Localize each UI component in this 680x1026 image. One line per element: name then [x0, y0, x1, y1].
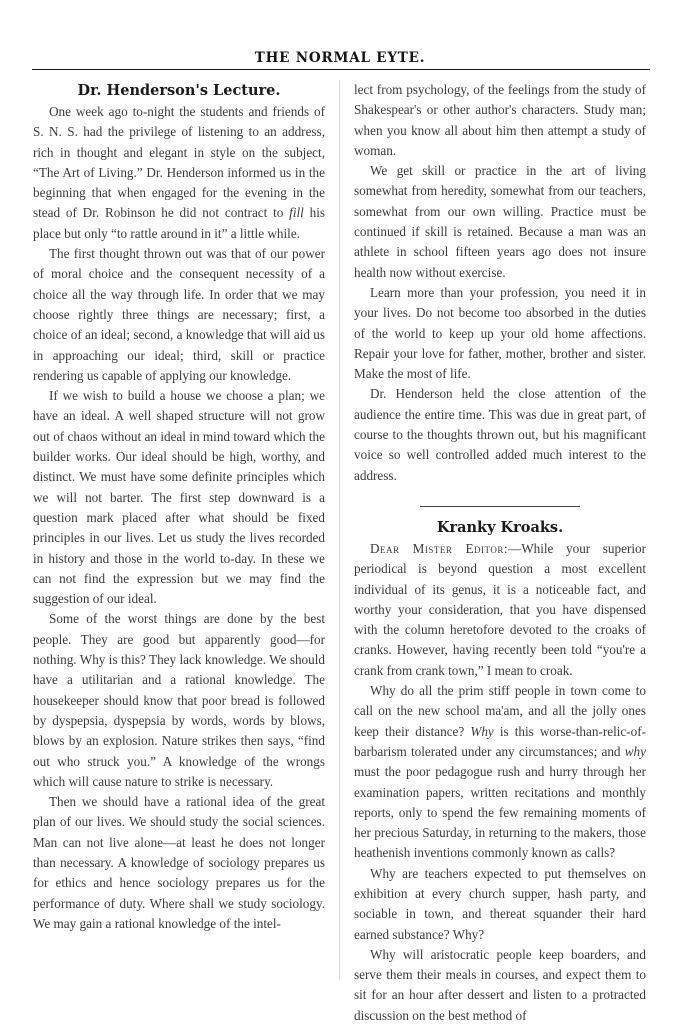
paragraph: The first thought thrown out was that of our power of moral choice and the consequent necessity of a choice all the way through life. In order that we may choose rightly three things are necessary; first, a choice of an ideal; second, a knowledge that will aid us in approaching our ideal; third, skill or practice rendering us capable of applying our knowledge. — [33, 246, 325, 383]
paragraph: One week ago to-night the students and friends of S. N. S. had the privilege of listening to an address, rich in thought and elegant in style on the subject, “The Art of Living.” Dr. Henderson informed us in the beginning that when engaged for the evening in the stead of Dr. Robinson he did not contract to fill his place but only “to rattle around in it” a little while. — [33, 104, 326, 241]
emphasis: why — [624, 743, 647, 759]
paragraph: Why do all the prim stiff people in town come to call on the new school ma'am, and all the jolly ones keep their distance? Why is this worse-than-relic-of-barbarism tolerated under any circumstances; and why must the poor pedagogue rush and hurry through her examination papers, written recitations and monthly reports, only to spend the few remaining moments of her precious Saturday, in returning to the makers, those heathenish inventions commonly known as calls? — [354, 683, 647, 861]
paragraph: Learn more than your profession, you need it in your lives. Do not become too absorbed in the duties of the world to keep up your old home affections. Repair your love for father, mother, brother and sister. Make the most of life. — [354, 284, 646, 382]
paragraph: Dr. Henderson held the close attention of the audience the entire time. This was due in great part, of course to the thoughts thrown out, but his magnificant voice so well controlled added much interest to the address. — [354, 386, 646, 483]
paragraph-continued: lect from psychology, of the feelings from the study of Shakespear's or other author's characters. Study man; when you know all about him then attempt a study of woman. — [354, 82, 646, 158]
paragraph: Why are teachers expected to put themselves on exhibition at every church supper, hash party, and sociable in town, and thereat squander their hard earned substance? Why? — [354, 865, 646, 942]
paragraph: Then we should have a rational idea of the great plan of our lives. We should study the social sciences. Man can not live alone—at least he does not longer than necessary. A knowledge of sociology prepares us for ethics and hence sociology prepares us for the performance of duty. Where shall we study sociology. We may gain a rational knowledge of the intel- — [33, 794, 325, 931]
column-divider — [339, 80, 340, 980]
paragraph: If we wish to build a house we choose a plan; we have an ideal. A well shaped structure will not grow out of chaos without an ideal in mind toward which the builder works. Our ideal should be high, worthy, and distinct. We must have some definite principles which we will not barter. The first step downward is a question mark placed after what should be fixed principles in our lives. Let us study the lives recorded in history and those in the world to-day. In these we can not find the expression but we may find the suggestion of our ideal. — [33, 388, 325, 607]
masthead-title: THE NORMAL EYTE. — [254, 50, 426, 66]
masthead-rule — [32, 69, 650, 70]
paragraph: We get skill or practice in the art of living somewhat from heredity, somewhat from our teachers, somewhat from our own willing. Practice must be continued if skill is retained. Because a man was an athlete in school fifteen years ago does not insure health now without exercise. — [354, 163, 646, 280]
article-title-henderson: Dr. Henderson's Lecture. — [77, 82, 281, 99]
paragraph: Why will aristocratic people keep boarders, and serve them their meals in courses, and expect them to sit for an hour after dessert and listen to a protracted discussion on the best method of — [354, 946, 646, 1023]
emphasis: fill — [289, 205, 304, 221]
right-column — [354, 80, 646, 1026]
left-column — [33, 80, 325, 934]
section-divider — [420, 506, 580, 507]
paragraph: Dear Mister Editor:—While your superior periodical is beyond question a most excellent individual of its genus, it is a noticeable fact, and worthy your consideration, that you have dispensed with the column heretofore devoted to the croaks of cranks. However, having recently been told “you're a crank from crank town,” I mean to croak. — [354, 540, 646, 678]
emphasis: Why — [470, 723, 494, 739]
article-title-kranky: Kranky Kroaks. — [436, 518, 564, 536]
paragraph: Some of the worst things are done by the best people. They are good but apparently good—for nothing. Why is this? They lack knowledge. We should have a utilitarian and a rational knowledge. The housekeeper should know that poor bread is followed by dyspepsia, dyspepsia by words, words by blows, blows by an explosion. Nature strikes then says, “find out who struck you.” A knowledge of the wrongs which will cause nature to strike is necessary. — [33, 611, 325, 789]
salutation: Dear Mister Editor: — [370, 540, 508, 556]
